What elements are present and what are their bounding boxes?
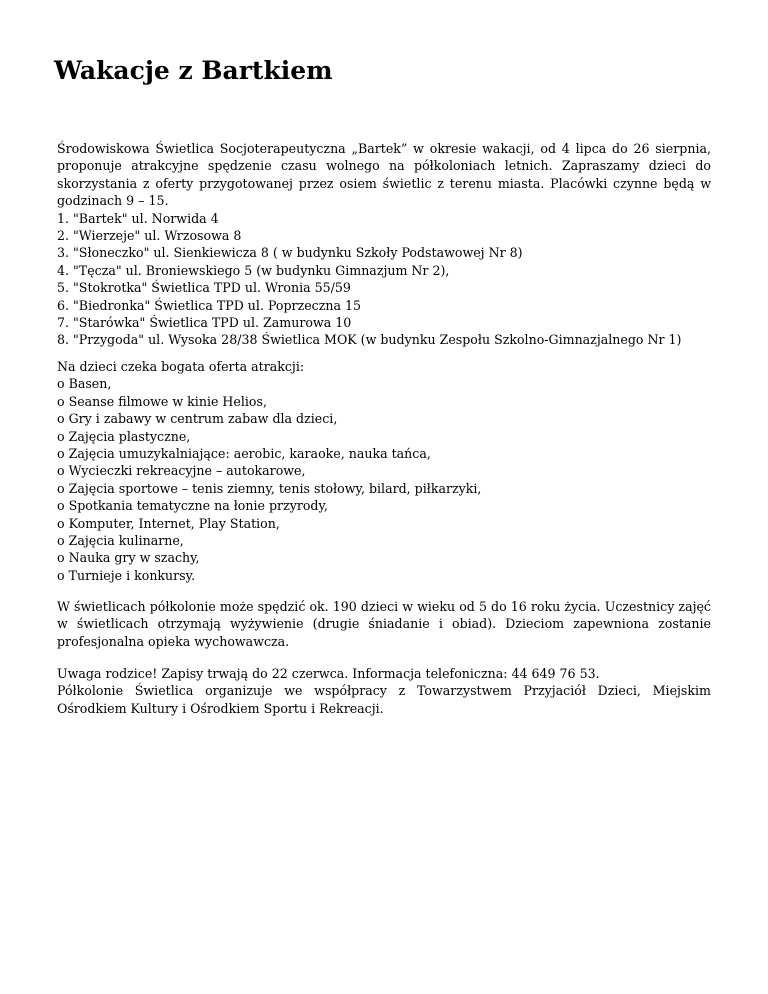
offer-item: o Zajęcia umuzykalniające: aerobic, karaoke, nauka tańca, [57,446,431,462]
offer-heading: Na dzieci czeka bogata oferta atrakcji: [57,359,305,374]
location-item: 8. "Przygoda" ul. Wysoka 28/38 Świetlica MOK (w budynku Zespołu Szkolno-Gimnazjalnego Nr 1) [57,332,682,348]
partners-paragraph: Półkolonie Świetlica organizuje we współpracy z Towarzystwem Przyjaciół Dzieci, Miejskim Ośrodkiem Kultury i Ośrodkiem Sportu i Rekreacji. [57,683,711,716]
offer-item: o Zajęcia plastyczne, [57,428,191,444]
offer-item: o Spotkania tematyczne na łonie przyrody, [57,498,328,514]
location-item: 3. "Słoneczko" ul. Sienkiewicza 8 ( w budynku Szkoły Podstawowej Nr 8) [57,245,523,261]
location-item: 6. "Biedronka" Świetlica TPD ul. Poprzeczna 15 [57,297,361,313]
intro-paragraph: Środowiskowa Świetlica Socjoterapeutyczna „Bartek” w okresie wakacji, od 4 lipca do 26 sierpnia, proponuje atrakcyjne spędzenie czasu wolnego na półkoloniach letnich. Zapraszamy dzieci do skorzystania z oferty przygotowanej przez osiem świetlic z terenu miasta. Placówki czynne będą w godzinach 9 – 15. [57,141,711,209]
registration-notice: Uwaga rodzice! Zapisy trwają do 22 czerwca. Informacja telefoniczna: 44 649 76 53. [57,666,600,681]
location-item: 7. "Starówka" Świetlica TPD ul. Zamurowa 10 [57,315,352,331]
offer-item: o Zajęcia kulinarne, [57,533,184,549]
notice-section [57,665,711,717]
offer-section [57,358,711,584]
info-paragraph: W świetlicach półkolonie może spędzić ok. 190 dzieci w wieku od 5 do 16 roku życia. Uczestnicy zajęć w świetlicach otrzymają wyżywienie (drugie śniadanie i obiad). Dzieciom zapewniona zostanie profesjonalna opieka wychowawcza. [57,599,711,649]
offer-item: o Zajęcia sportowe – tenis ziemny, tenis stołowy, bilard, piłkarzyki, [57,480,482,496]
location-item: 5. "Stokrotka" Świetlica TPD ul. Wronia 55/59 [57,280,351,296]
page-title: Wakacje z Bartkiem [54,56,333,85]
location-item: 1. "Bartek" ul. Norwida 4 [57,210,219,226]
offer-item: o Seanse filmowe w kinie Helios, [57,393,267,409]
offer-item: o Nauka gry w szachy, [57,550,200,566]
intro-section [57,140,711,349]
offer-list [57,375,711,584]
locations-list [57,210,711,349]
location-item: 2. "Wierzeje" ul. Wrzosowa 8 [57,228,242,244]
offer-item: o Turnieje i konkursy. [57,567,196,583]
offer-item: o Komputer, Internet, Play Station, [57,515,280,531]
offer-item: o Wycieczki rekreacyjne – autokarowe, [57,463,306,479]
offer-item: o Gry i zabawy w centrum zabaw dla dzieci, [57,411,338,427]
offer-item: o Basen, [57,376,112,392]
location-item: 4. "Tęcza" ul. Broniewskiego 5 (w budynku Gimnazjum Nr 2), [57,262,450,278]
